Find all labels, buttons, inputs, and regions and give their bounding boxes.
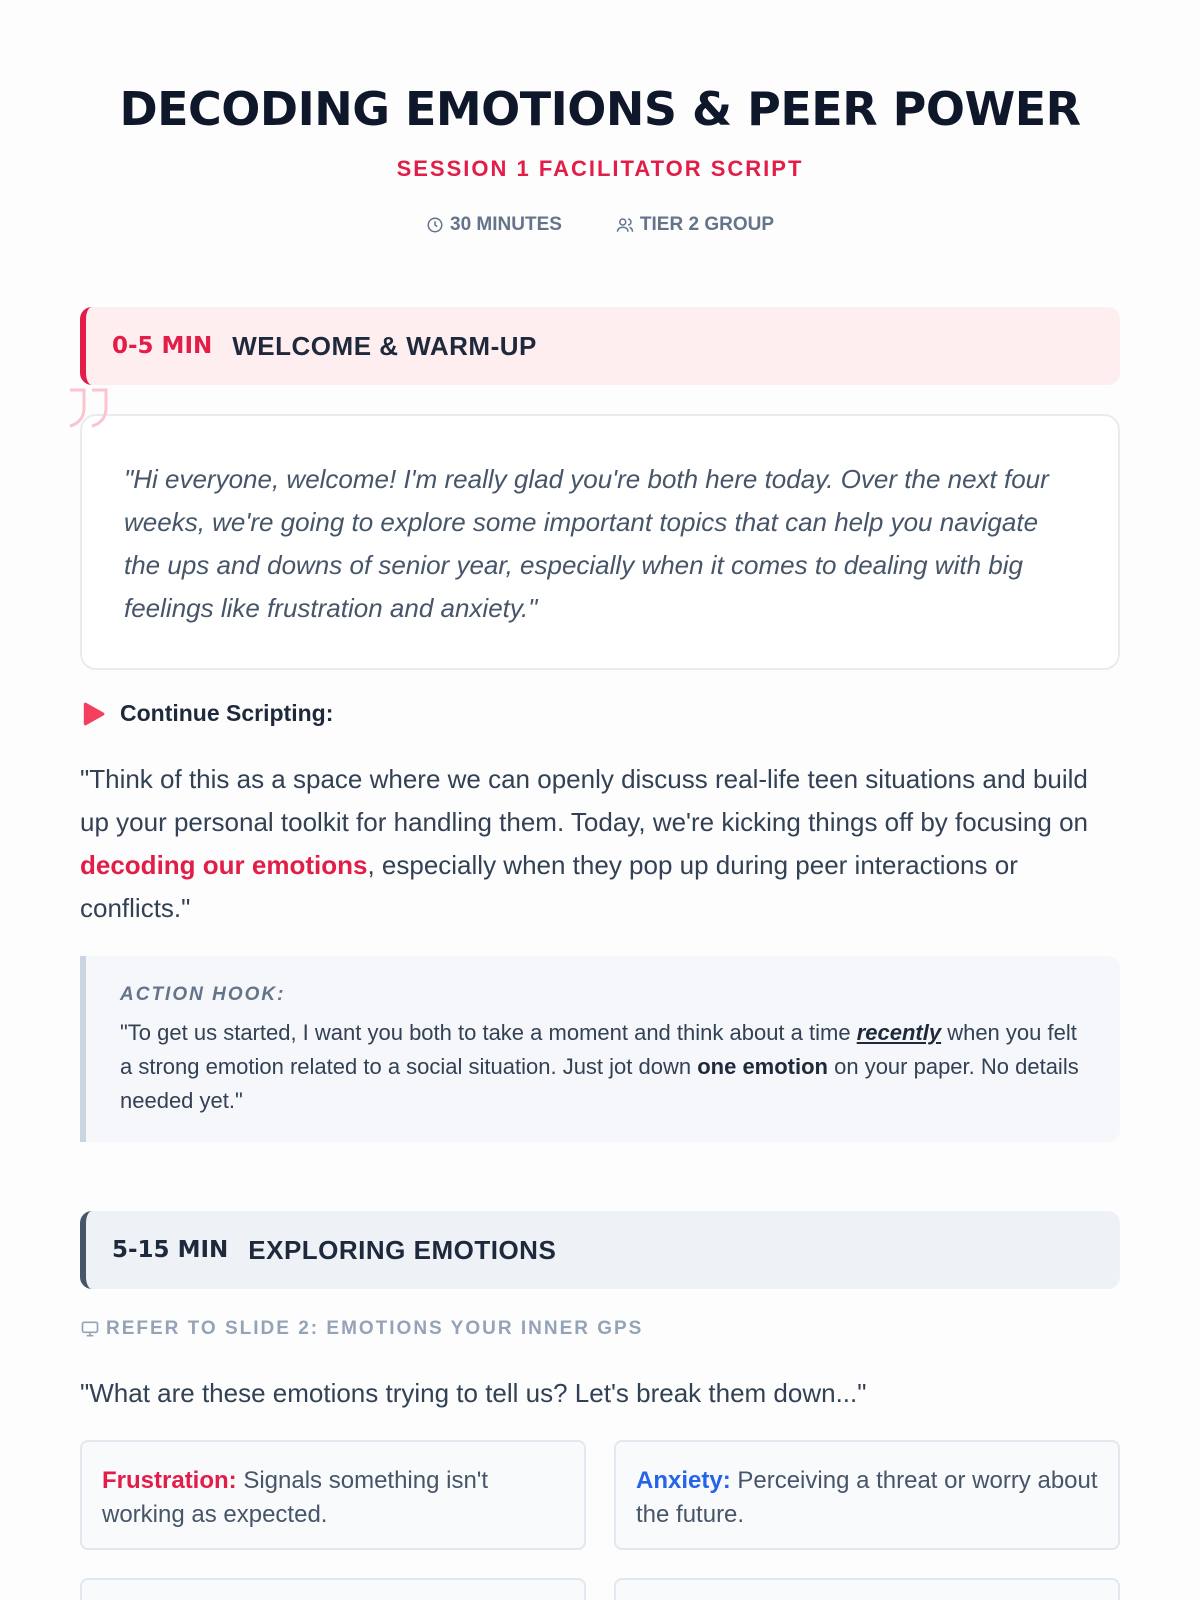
clock-icon [426, 216, 444, 234]
duration-text: 30 MINUTES [450, 214, 562, 235]
emotion-term: Anxiety: [636, 1467, 731, 1494]
emotion-desc: Signals something isn't working as expected. [102, 1467, 489, 1528]
session-meta [80, 214, 1120, 236]
slide-reference-text: REFER TO SLIDE 2: EMOTIONS YOUR INNER GPS [106, 1318, 644, 1339]
hook-strong: one emotion [697, 1054, 828, 1079]
section-time: 5-15 MIN [112, 1237, 229, 1263]
script-paragraph [80, 758, 1120, 930]
section-title: EXPLORING EMOTIONS [248, 1234, 557, 1265]
section-time: 0-5 MIN [112, 333, 213, 359]
hook-text-2: when you felt a strong emotion related to a social situation. Just jot down [120, 1020, 1077, 1079]
play-icon [80, 701, 106, 727]
hook-emphasis: recently [856, 1020, 942, 1045]
script-quote-box [80, 414, 1120, 670]
duration-meta [426, 214, 562, 236]
continue-label: Continue Scripting: [120, 700, 334, 726]
action-hook [80, 956, 1120, 1142]
emotion-card-next [80, 1578, 586, 1600]
hook-text-3: on your paper. No details needed yet." [120, 1054, 1079, 1113]
action-hook-label: ACTION HOOK: [120, 984, 286, 1005]
emotion-card-next [614, 1578, 1120, 1600]
exploring-intro: "What are these emotions trying to tell us? Let's break them down..." [80, 1378, 867, 1408]
para-text: "Think of this as a space where we can openly discuss real-life teen situations and build up your personal toolkit for handling them. Today, we're kicking things off by focusing on [80, 764, 1088, 837]
emotion-card-anxiety [614, 1440, 1120, 1550]
section-title: WELCOME & WARM-UP [232, 330, 537, 361]
emotion-card-frustration [80, 1440, 586, 1550]
page-title: DECODING EMOTIONS & PEER POWER [119, 82, 1081, 136]
highlight-text: decoding our emotions [80, 850, 368, 880]
action-hook-text [120, 1016, 1086, 1118]
section-header-exploring [80, 1211, 1120, 1289]
script-quote: "Hi everyone, welcome! I'm really glad you're both here today. Over the next four weeks, we're going to explore some important topics that can help you navigate the ups and downs of senior year, especially when it comes to dealing with big feelings like frustration and anxiety." [124, 464, 1049, 623]
continue-scripting [80, 700, 333, 727]
users-icon [616, 216, 634, 234]
slide-reference [80, 1318, 643, 1340]
hook-text-1: "To get us started, I want you both to take a moment and think about a time [120, 1020, 857, 1045]
page-subtitle: SESSION 1 FACILITATOR SCRIPT [396, 156, 804, 181]
para-text-end: , especially when they pop up during peer interactions or conflicts." [80, 850, 1018, 923]
monitor-icon [80, 1319, 100, 1339]
emotion-term: Frustration: [102, 1467, 237, 1494]
quote-icon [64, 386, 112, 434]
section-header-welcome [80, 307, 1120, 385]
group-meta [616, 214, 774, 236]
emotion-desc: Perceiving a threat or worry about the future. [636, 1467, 1098, 1528]
group-text: TIER 2 GROUP [639, 214, 774, 235]
